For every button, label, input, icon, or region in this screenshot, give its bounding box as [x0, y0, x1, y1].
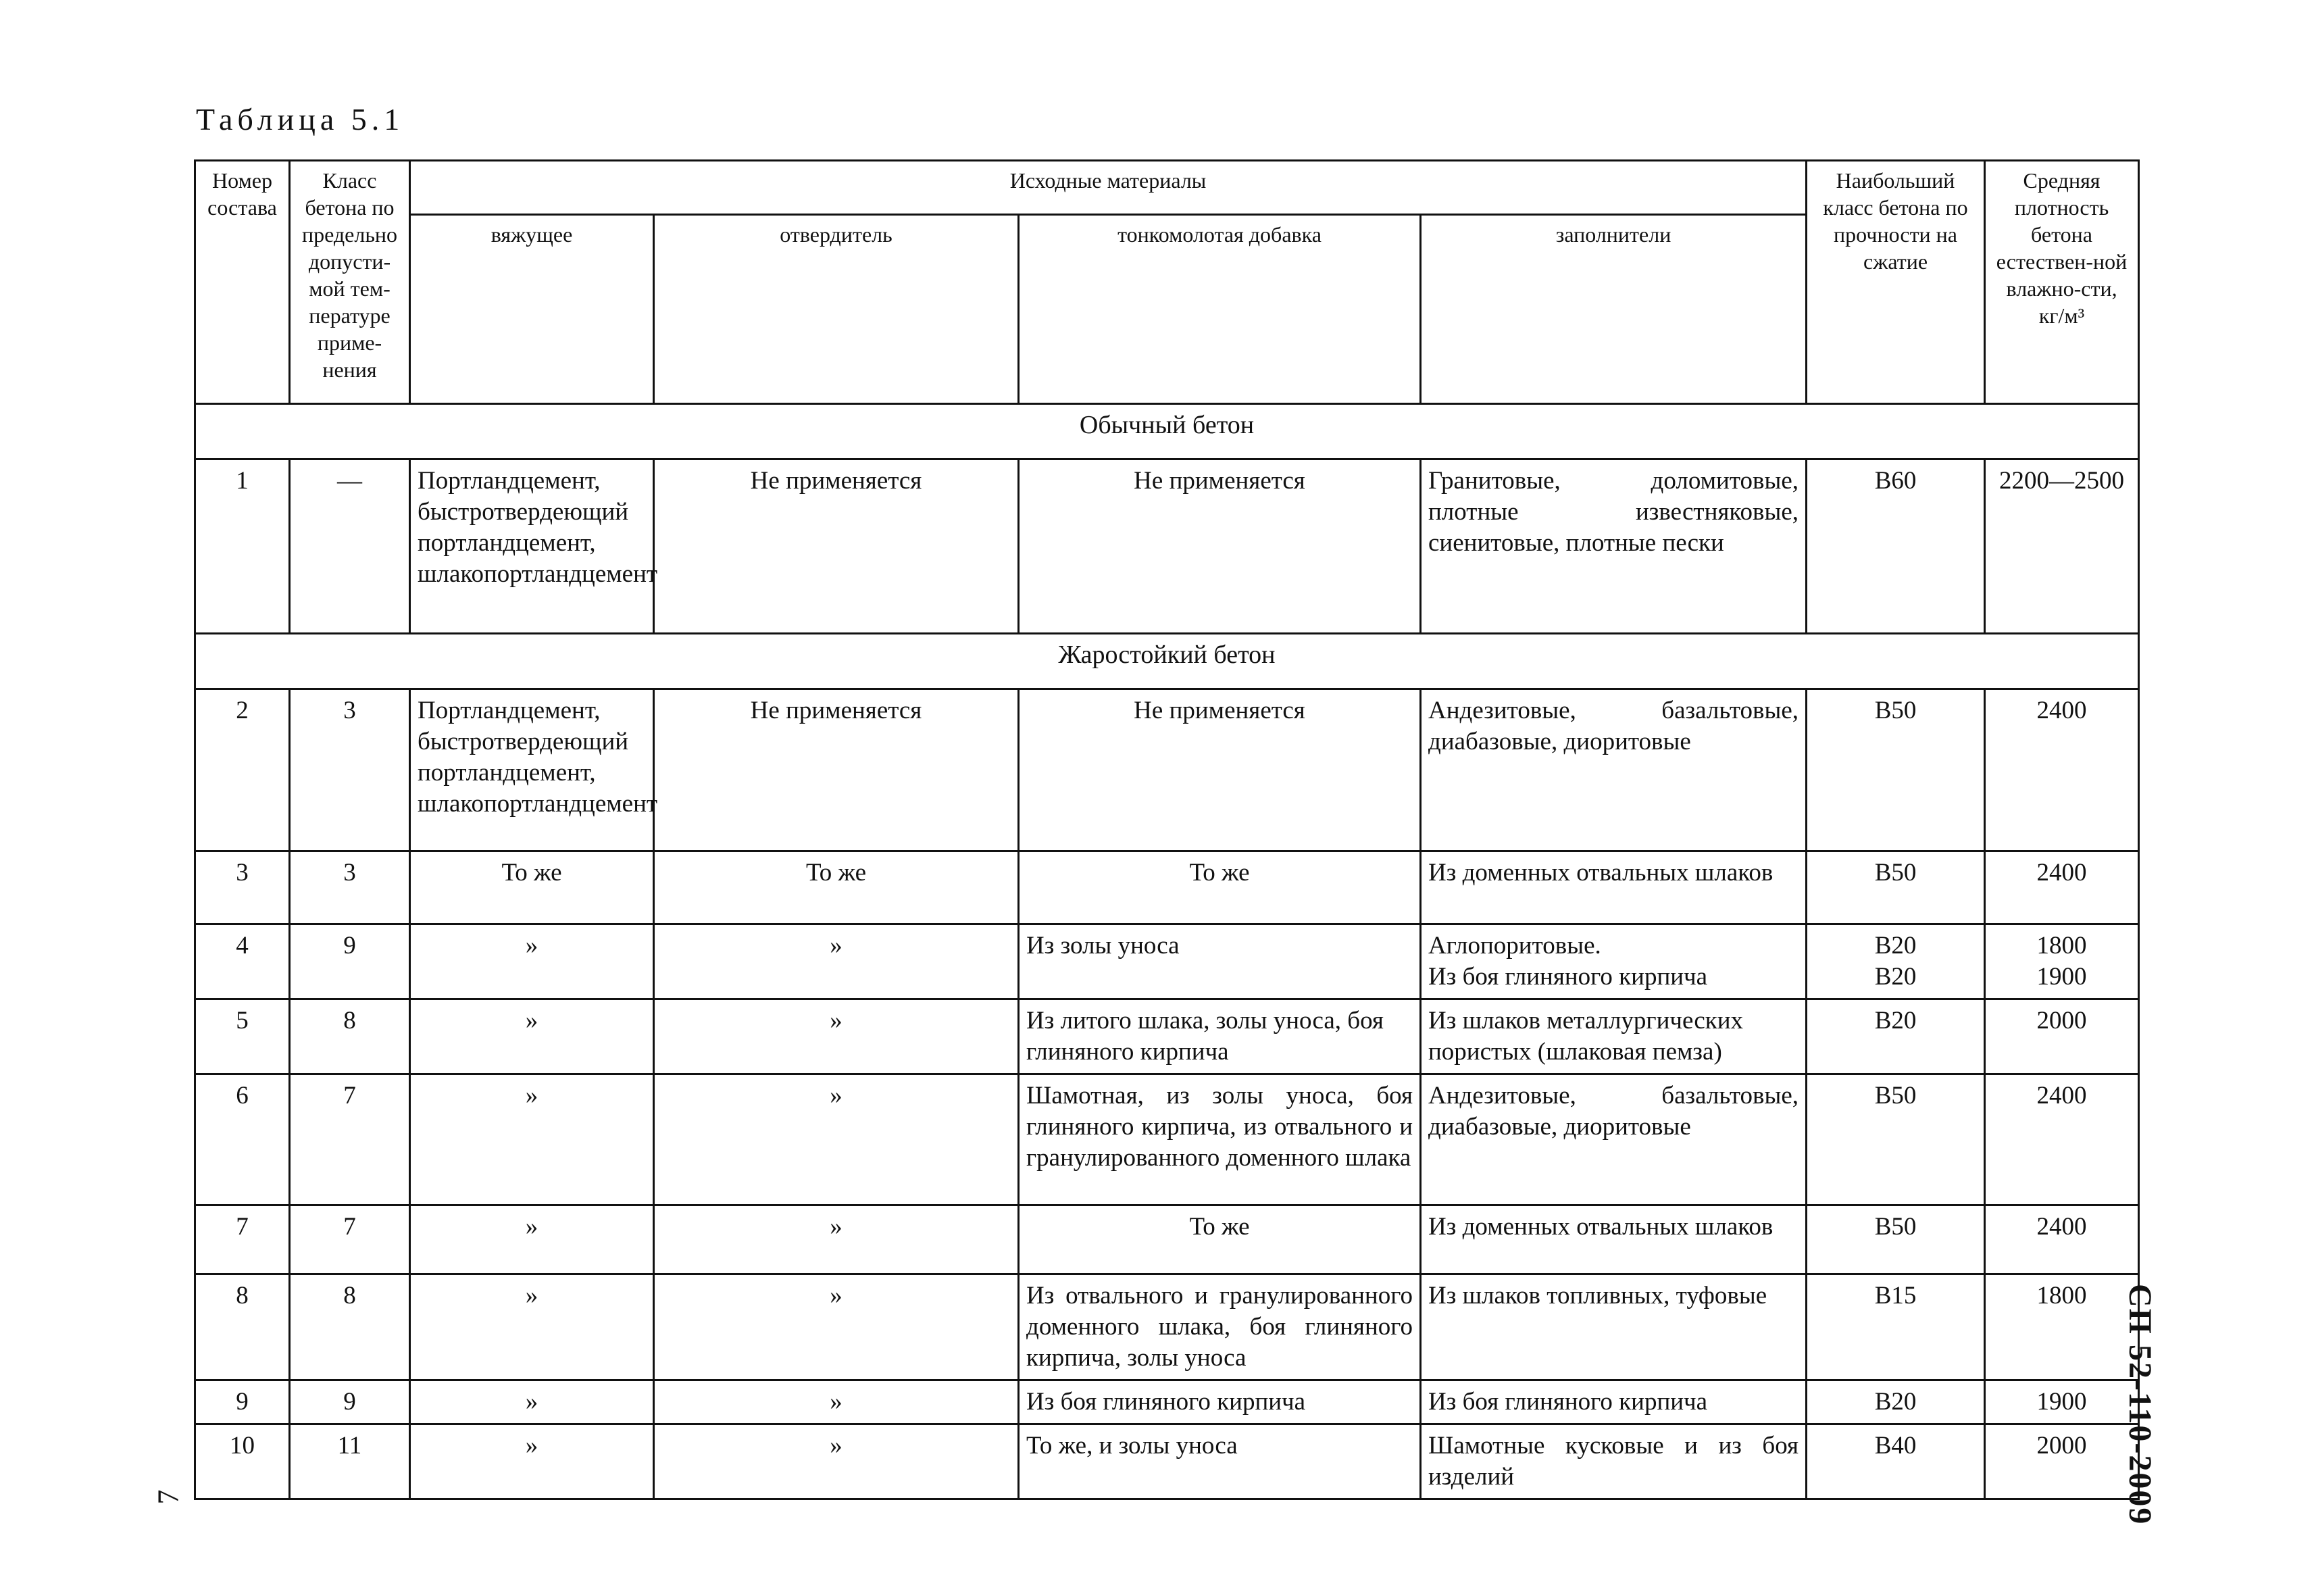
cell-number: 9 — [195, 1380, 290, 1424]
cell-strength: В20 — [1807, 1380, 1985, 1424]
cell-binder: » — [410, 924, 654, 999]
density-line-2: 1900 — [2036, 963, 2087, 991]
cell-class: 3 — [290, 851, 410, 924]
cell-aggregates: Из шлаков металлургических пористых (шлаковая пемза) — [1421, 999, 1807, 1074]
cell-strength: В50 — [1807, 1074, 1985, 1205]
header-hardener: отвердитель — [654, 215, 1019, 404]
cell-hardener: » — [654, 1074, 1019, 1205]
aggregates-line-2: Из боя глиняного кирпича — [1428, 963, 1708, 991]
cell-strength: В50 — [1807, 851, 1985, 924]
cell-aggregates: Из шлаков топливных, туфовые — [1421, 1274, 1807, 1380]
cell-class: 7 — [290, 1205, 410, 1274]
cell-class: 9 — [290, 1380, 410, 1424]
table-row — [195, 924, 2139, 999]
cell-hardener: То же — [654, 851, 1019, 924]
table-row — [195, 1205, 2139, 1274]
table-row — [195, 999, 2139, 1074]
cell-additive: Из золы уноса — [1019, 924, 1421, 999]
cell-aggregates: Из доменных отвальных шлаков — [1421, 851, 1807, 924]
cell-class: 8 — [290, 999, 410, 1074]
cell-aggregates: Андезитовые, базальтовые, диабазовые, диоритовые — [1421, 1074, 1807, 1205]
cell-number: 6 — [195, 1074, 290, 1205]
header-aggregates: заполнители — [1421, 215, 1807, 404]
cell-class: 8 — [290, 1274, 410, 1380]
cell-binder: Портландцемент, быстротвердеющий портландцемент, шлакопортландцемент — [410, 459, 654, 634]
cell-number: 3 — [195, 851, 290, 924]
cell-strength: В50 — [1807, 689, 1985, 851]
cell-hardener: » — [654, 1205, 1019, 1274]
cell-density: 2400 — [1985, 1205, 2139, 1274]
cell-strength: В15 — [1807, 1274, 1985, 1380]
strength-line-1: В20 — [1874, 932, 1917, 959]
cell-density: 2400 — [1985, 851, 2139, 924]
aggregates-line-1: Аглопоритовые. — [1428, 932, 1601, 959]
cell-binder: » — [410, 1424, 654, 1499]
cell-class: 7 — [290, 1074, 410, 1205]
cell-strength — [1807, 924, 1985, 999]
strength-line-2: В20 — [1874, 963, 1917, 991]
cell-binder: » — [410, 999, 654, 1074]
cell-hardener: » — [654, 999, 1019, 1074]
cell-density: 2000 — [1985, 999, 2139, 1074]
cell-density — [1985, 924, 2139, 999]
cell-additive: Не применяется — [1019, 689, 1421, 851]
cell-class: 11 — [290, 1424, 410, 1499]
cell-binder: Портландцемент, быстротвердеющий портландцемент, шлакопортландцемент — [410, 689, 654, 851]
cell-number: 5 — [195, 999, 290, 1074]
page-number: 7 — [151, 1489, 185, 1505]
cell-class: 3 — [290, 689, 410, 851]
header-binder: вяжущее — [410, 215, 654, 404]
header-strength: Наибольший класс бетона по прочности на сжатие — [1807, 161, 1985, 404]
cell-binder: То же — [410, 851, 654, 924]
cell-binder: » — [410, 1074, 654, 1205]
cell-number: 1 — [195, 459, 290, 634]
cell-aggregates: Андезитовые, базальтовые, диабазовые, диоритовые — [1421, 689, 1807, 851]
header-materials: Исходные материалы — [410, 161, 1807, 215]
cell-density: 1800 — [1985, 1274, 2139, 1380]
table-row — [195, 459, 2139, 634]
table-row — [195, 1274, 2139, 1380]
section-ordinary-concrete: Обычный бетон — [195, 404, 2139, 459]
cell-additive: То же — [1019, 1205, 1421, 1274]
cell-strength: В50 — [1807, 1205, 1985, 1274]
cell-hardener: » — [654, 1380, 1019, 1424]
table-row — [195, 851, 2139, 924]
cell-additive: То же — [1019, 851, 1421, 924]
header-additive: тонкомолотая добавка — [1019, 215, 1421, 404]
cell-strength: В40 — [1807, 1424, 1985, 1499]
cell-aggregates: Шамотные кусковые и из боя изделий — [1421, 1424, 1807, 1499]
cell-number: 7 — [195, 1205, 290, 1274]
header-number: Номер состава — [195, 161, 290, 404]
cell-hardener: Не применяется — [654, 459, 1019, 634]
cell-additive: Шамотная, из золы уноса, боя глиняного кирпича, из отвального и гранулированного доменного шлака — [1019, 1074, 1421, 1205]
cell-binder: » — [410, 1380, 654, 1424]
cell-density: 1900 — [1985, 1380, 2139, 1424]
cell-density: 2400 — [1985, 1074, 2139, 1205]
cell-number: 10 — [195, 1424, 290, 1499]
cell-number: 4 — [195, 924, 290, 999]
cell-strength: В20 — [1807, 999, 1985, 1074]
cell-strength: В60 — [1807, 459, 1985, 634]
cell-aggregates: Из боя глиняного кирпича — [1421, 1380, 1807, 1424]
document-code: СП 52-110-2009 — [2122, 1284, 2158, 1526]
cell-number: 8 — [195, 1274, 290, 1380]
cell-density: 2400 — [1985, 689, 2139, 851]
header-density: Средняя плотность бетона естествен-ной влажно-сти, кг/м³ — [1985, 161, 2139, 404]
cell-density: 2000 — [1985, 1424, 2139, 1499]
header-class-temperature: Класс бетона по предельно допусти-мой тем-пературе приме-нения — [290, 161, 410, 404]
cell-binder: » — [410, 1274, 654, 1380]
cell-additive: То же, и золы уноса — [1019, 1424, 1421, 1499]
table-row — [195, 1074, 2139, 1205]
cell-number: 2 — [195, 689, 290, 851]
cell-density: 2200—2500 — [1985, 459, 2139, 634]
cell-additive: Из литого шлака, золы уноса, боя глиняного кирпича — [1019, 999, 1421, 1074]
cell-additive: Не применяется — [1019, 459, 1421, 634]
cell-hardener: » — [654, 1274, 1019, 1380]
concrete-composition-table — [194, 159, 2140, 1500]
table-row — [195, 689, 2139, 851]
cell-aggregates: Гранитовые, доломитовые, плотные известняковые, сиенитовые, плотные пески — [1421, 459, 1807, 634]
cell-hardener: » — [654, 1424, 1019, 1499]
cell-additive: Из отвального и гранулированного доменного шлака, боя глиняного кирпича, золы уноса — [1019, 1274, 1421, 1380]
table-caption: Таблица 5.1 — [196, 102, 405, 136]
cell-additive: Из боя глиняного кирпича — [1019, 1380, 1421, 1424]
cell-hardener: Не применяется — [654, 689, 1019, 851]
cell-class: 9 — [290, 924, 410, 999]
table-row — [195, 1380, 2139, 1424]
cell-aggregates: Из доменных отвальных шлаков — [1421, 1205, 1807, 1274]
cell-hardener: » — [654, 924, 1019, 999]
section-heat-resistant-concrete: Жаростойкий бетон — [195, 634, 2139, 689]
density-line-1: 1800 — [2036, 932, 2087, 959]
table-row — [195, 1424, 2139, 1499]
cell-aggregates — [1421, 924, 1807, 999]
cell-binder: » — [410, 1205, 654, 1274]
cell-class: — — [290, 459, 410, 634]
